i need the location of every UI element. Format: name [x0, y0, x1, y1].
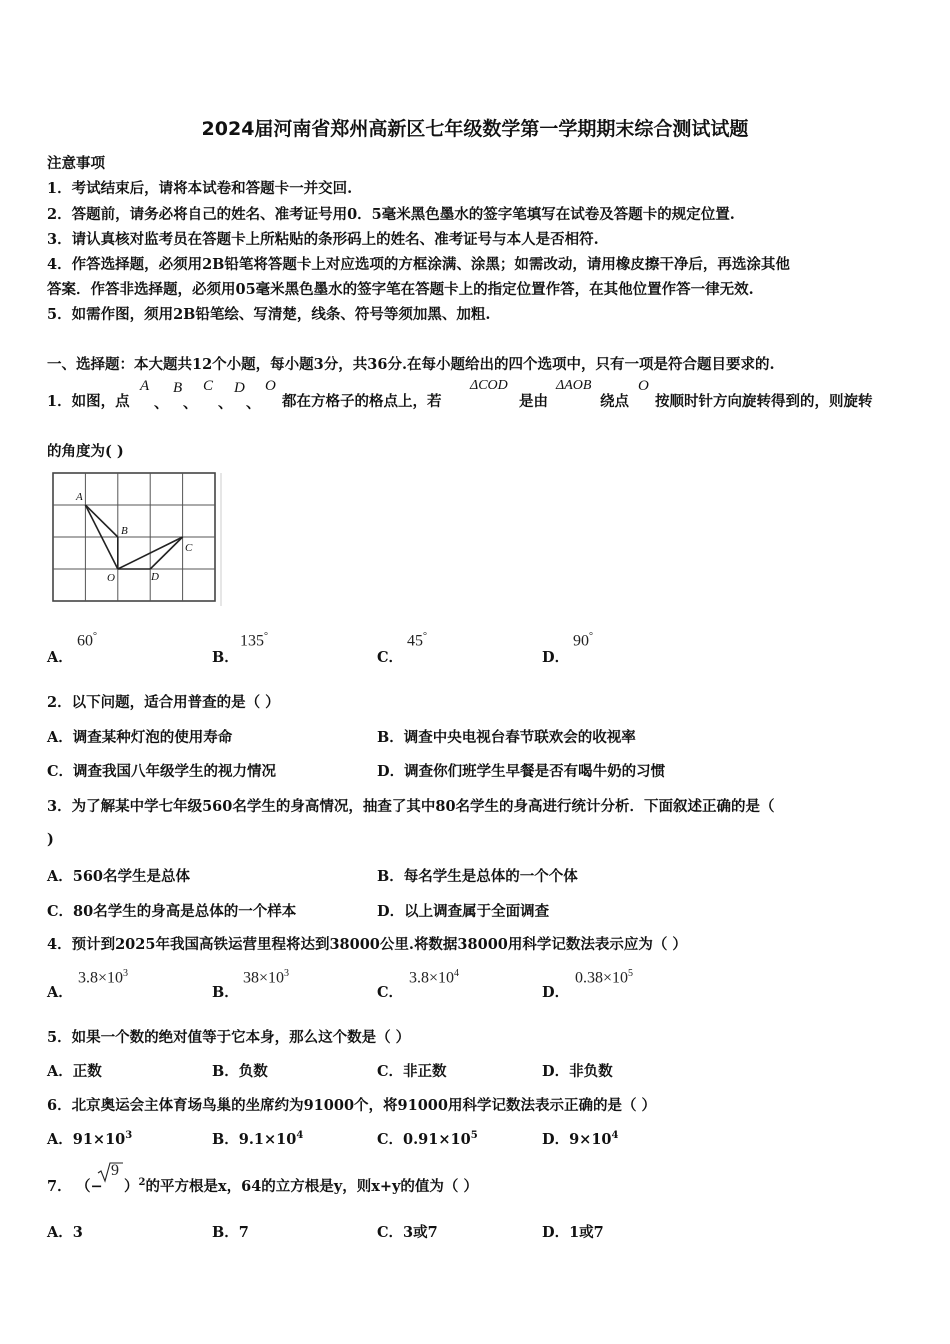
q1-option-b[interactable]: [212, 646, 239, 667]
q4-option-a-base: 3.8×10: [78, 969, 124, 987]
notice-item-4: 4．作答选择题，必须用2B铅笔将答题卡上对应选项的方框涂满、涂黑；如需改动，请用橡皮擦干净后，再选涂其他: [47, 256, 790, 273]
q4-option-a[interactable]: [47, 981, 73, 1002]
q7-square: 2: [138, 1177, 146, 1189]
q1-sep-3: 、: [218, 395, 233, 412]
notice-item-2: 2．答题前，请务必将自己的姓名、准考证号用0．5毫米黑色墨水的签字笔填写在试卷及答题卡的规定位置.: [47, 206, 735, 223]
q5-stem: 5．如果一个数的绝对值等于它本身，那么这个数是（ ）: [47, 1029, 411, 1046]
label-o: O: [107, 572, 115, 584]
q2-option-c[interactable]: C．调查我国八年级学生的视力情况: [47, 763, 277, 780]
q5-option-d[interactable]: D．非负数: [542, 1063, 613, 1080]
q1-point-b: B: [173, 380, 183, 396]
q1-triangle-cod: ΔCOD: [470, 378, 508, 393]
q1-option-b-number: 135: [240, 632, 264, 650]
q5-option-b[interactable]: B．负数: [212, 1063, 268, 1080]
q1-prefix: 1．如图，点: [47, 393, 130, 410]
q6-option-a-text: A．91×10: [47, 1131, 126, 1148]
q1-sep-1: 、: [154, 395, 169, 412]
q1-option-d-degree: °: [589, 631, 593, 642]
q6-option-a-exp: 3: [125, 1130, 133, 1142]
q3-stem: 3．为了解某中学七年级560名学生的身高情况，抽查了其中80名学生的身高进行统计分析．下面叙述正确的是（: [47, 798, 775, 815]
q1-option-d-value: [573, 631, 593, 650]
q1-option-b-degree: °: [264, 631, 268, 642]
q2-option-a[interactable]: A．调查某种灯泡的使用寿命: [47, 729, 233, 746]
page-title: 2024届河南省郑州高新区七年级数学第一学期期末综合测试试题: [201, 118, 749, 140]
q4-option-c[interactable]: [377, 981, 403, 1002]
q1-point-a: A: [140, 378, 150, 394]
q1-mid-3: 绕点: [600, 393, 629, 410]
q1-option-c-value: [407, 631, 427, 650]
q3-option-b[interactable]: B．每名学生是总体的一个个体: [377, 868, 578, 885]
q4-option-c-exp: 4: [454, 968, 460, 979]
q2-option-d[interactable]: D．调查你们班学生早餐是否有喝牛奶的习惯: [377, 763, 666, 780]
q4-option-d-exp: 5: [628, 968, 634, 979]
q7-option-b[interactable]: B．7: [212, 1224, 249, 1241]
notice-item-3: 3．请认真核对监考员在答题卡上所粘贴的条形码上的姓名、准考证号与本人是否相符.: [47, 231, 599, 248]
q7-option-c[interactable]: C．3或7: [377, 1224, 438, 1241]
q1-center-o: O: [638, 378, 649, 394]
q1-option-a[interactable]: [47, 646, 73, 667]
label-d: D: [151, 571, 159, 583]
q2-option-b[interactable]: B．调查中央电视台春节联欢会的收视率: [377, 729, 636, 746]
q7-number: 7．: [47, 1178, 72, 1195]
q1-sep-4: 、: [246, 395, 261, 412]
q1-point-o: O: [265, 378, 276, 394]
q1-option-d-letter: D．: [542, 649, 570, 666]
q4-option-a-exp: 3: [123, 968, 129, 979]
q1-option-a-letter: A．: [47, 649, 73, 666]
q7-close-text: ）: [124, 1178, 139, 1195]
q7-close-paren: [124, 1175, 478, 1196]
q6-stem: 6．北京奥运会主体育场鸟巢的坐席约为91000个，将91000用科学记数法表示正确的是（ ）: [47, 1097, 657, 1114]
q1-option-c-degree: °: [423, 631, 427, 642]
q4-option-d[interactable]: [542, 981, 569, 1002]
q5-option-c[interactable]: C．非正数: [377, 1063, 447, 1080]
q7-radical-sign: [96, 1160, 124, 1184]
q1-line-2: 的角度为( ): [47, 443, 124, 460]
q1-point-d: D: [234, 380, 245, 396]
q7-open-paren: （−: [76, 1178, 103, 1195]
q1-option-a-degree: °: [93, 631, 97, 642]
q6-option-b-text: B．9.1×10: [212, 1131, 297, 1148]
q4-option-d-value: [575, 968, 633, 987]
q1-option-b-letter: B．: [212, 649, 239, 666]
q2-stem: 2．以下问题，适合用普查的是（ ）: [47, 694, 280, 711]
q6-option-c-exp: 5: [470, 1130, 478, 1142]
q5-option-a[interactable]: A．正数: [47, 1063, 102, 1080]
q6-option-d-exp: 4: [611, 1130, 619, 1142]
q3-stem-cont: ): [47, 831, 54, 848]
q4-option-c-letter: C．: [377, 984, 404, 1001]
q6-option-a[interactable]: [47, 1128, 132, 1149]
label-a: A: [76, 491, 83, 503]
q4-option-c-value: [409, 968, 459, 987]
q1-point-c: C: [203, 378, 214, 394]
q6-option-b-exp: 4: [296, 1130, 304, 1142]
notice-item-4-cont: 答案．作答非选择题，必须用05毫米黑色墨水的签字笔在答题卡上的指定位置作答，在其他位置作答一律无效.: [47, 281, 754, 298]
q4-option-b-letter: B．: [212, 984, 239, 1001]
q1-option-d-number: 90: [573, 632, 589, 650]
q1-triangle-aob: ΔAOB: [556, 378, 592, 393]
q4-stem: 4．预计到2025年我国高铁运营里程将达到38000公里.将数据38000用科学记数法表示应为（ ）: [47, 936, 687, 953]
q1-option-a-number: 60: [77, 632, 93, 650]
label-b: B: [121, 525, 128, 537]
q1-mid-2: 是由: [519, 393, 548, 410]
q4-option-a-letter: A．: [47, 984, 73, 1001]
q1-option-c-number: 45: [407, 632, 423, 650]
q6-option-d-text: D．9×10: [542, 1131, 612, 1148]
q4-option-d-base: 0.38×10: [575, 969, 629, 987]
q6-option-d[interactable]: [542, 1128, 618, 1149]
q6-option-c[interactable]: [377, 1128, 478, 1149]
label-c: C: [185, 542, 193, 554]
q1-option-c[interactable]: [377, 646, 403, 667]
q3-option-a[interactable]: A．560名学生是总体: [47, 868, 191, 885]
q7-rest-text: 的平方根是x，64的立方根是y，则x+y的值为（ ）: [145, 1178, 478, 1195]
q4-option-a-value: [78, 968, 128, 987]
section-heading: 一、选择题：本大题共12个小题，每小题3分，共36分.在每小题给出的四个选项中，只有一项是符合题目要求的.: [47, 356, 775, 373]
q4-option-b-value: [243, 968, 289, 987]
q4-option-c-base: 3.8×10: [409, 969, 455, 987]
q4-option-d-letter: D．: [542, 984, 570, 1001]
q1-option-a-value: [77, 631, 97, 650]
q1-option-b-value: [240, 631, 268, 650]
notice-item-1: 1．考试结束后，请将本试卷和答题卡一并交回.: [47, 180, 353, 197]
q6-option-c-text: C．0.91×10: [377, 1131, 471, 1148]
q7-radicand: 9: [111, 1162, 119, 1179]
q7-option-a[interactable]: A．3: [47, 1224, 83, 1241]
q3-option-d[interactable]: D．以上调查属于全面调查: [377, 903, 550, 920]
q1-grid-figure: [50, 470, 225, 610]
notice-heading: 注意事项: [47, 155, 105, 172]
notice-item-5: 5．如需作图，须用2B铅笔绘、写清楚，线条、符号等须加黑、加粗.: [47, 306, 491, 323]
q1-option-d[interactable]: [542, 646, 569, 667]
q3-option-c[interactable]: C．80名学生的身高是总体的一个样本: [47, 903, 297, 920]
q1-suffix: 按顺时针方向旋转得到的，则旋转: [655, 393, 873, 410]
q4-option-b-exp: 3: [284, 968, 290, 979]
q4-option-b[interactable]: [212, 981, 239, 1002]
q1-sep-2: 、: [183, 395, 198, 412]
segment-dc: [150, 537, 182, 569]
q7-option-d[interactable]: D．1或7: [542, 1224, 604, 1241]
q1-mid-1: 都在方格子的格点上，若: [282, 393, 442, 410]
q1-option-c-letter: C．: [377, 649, 404, 666]
q6-option-b[interactable]: [212, 1128, 303, 1149]
segment-ab: [85, 505, 117, 537]
q4-option-b-base: 38×10: [243, 969, 285, 987]
